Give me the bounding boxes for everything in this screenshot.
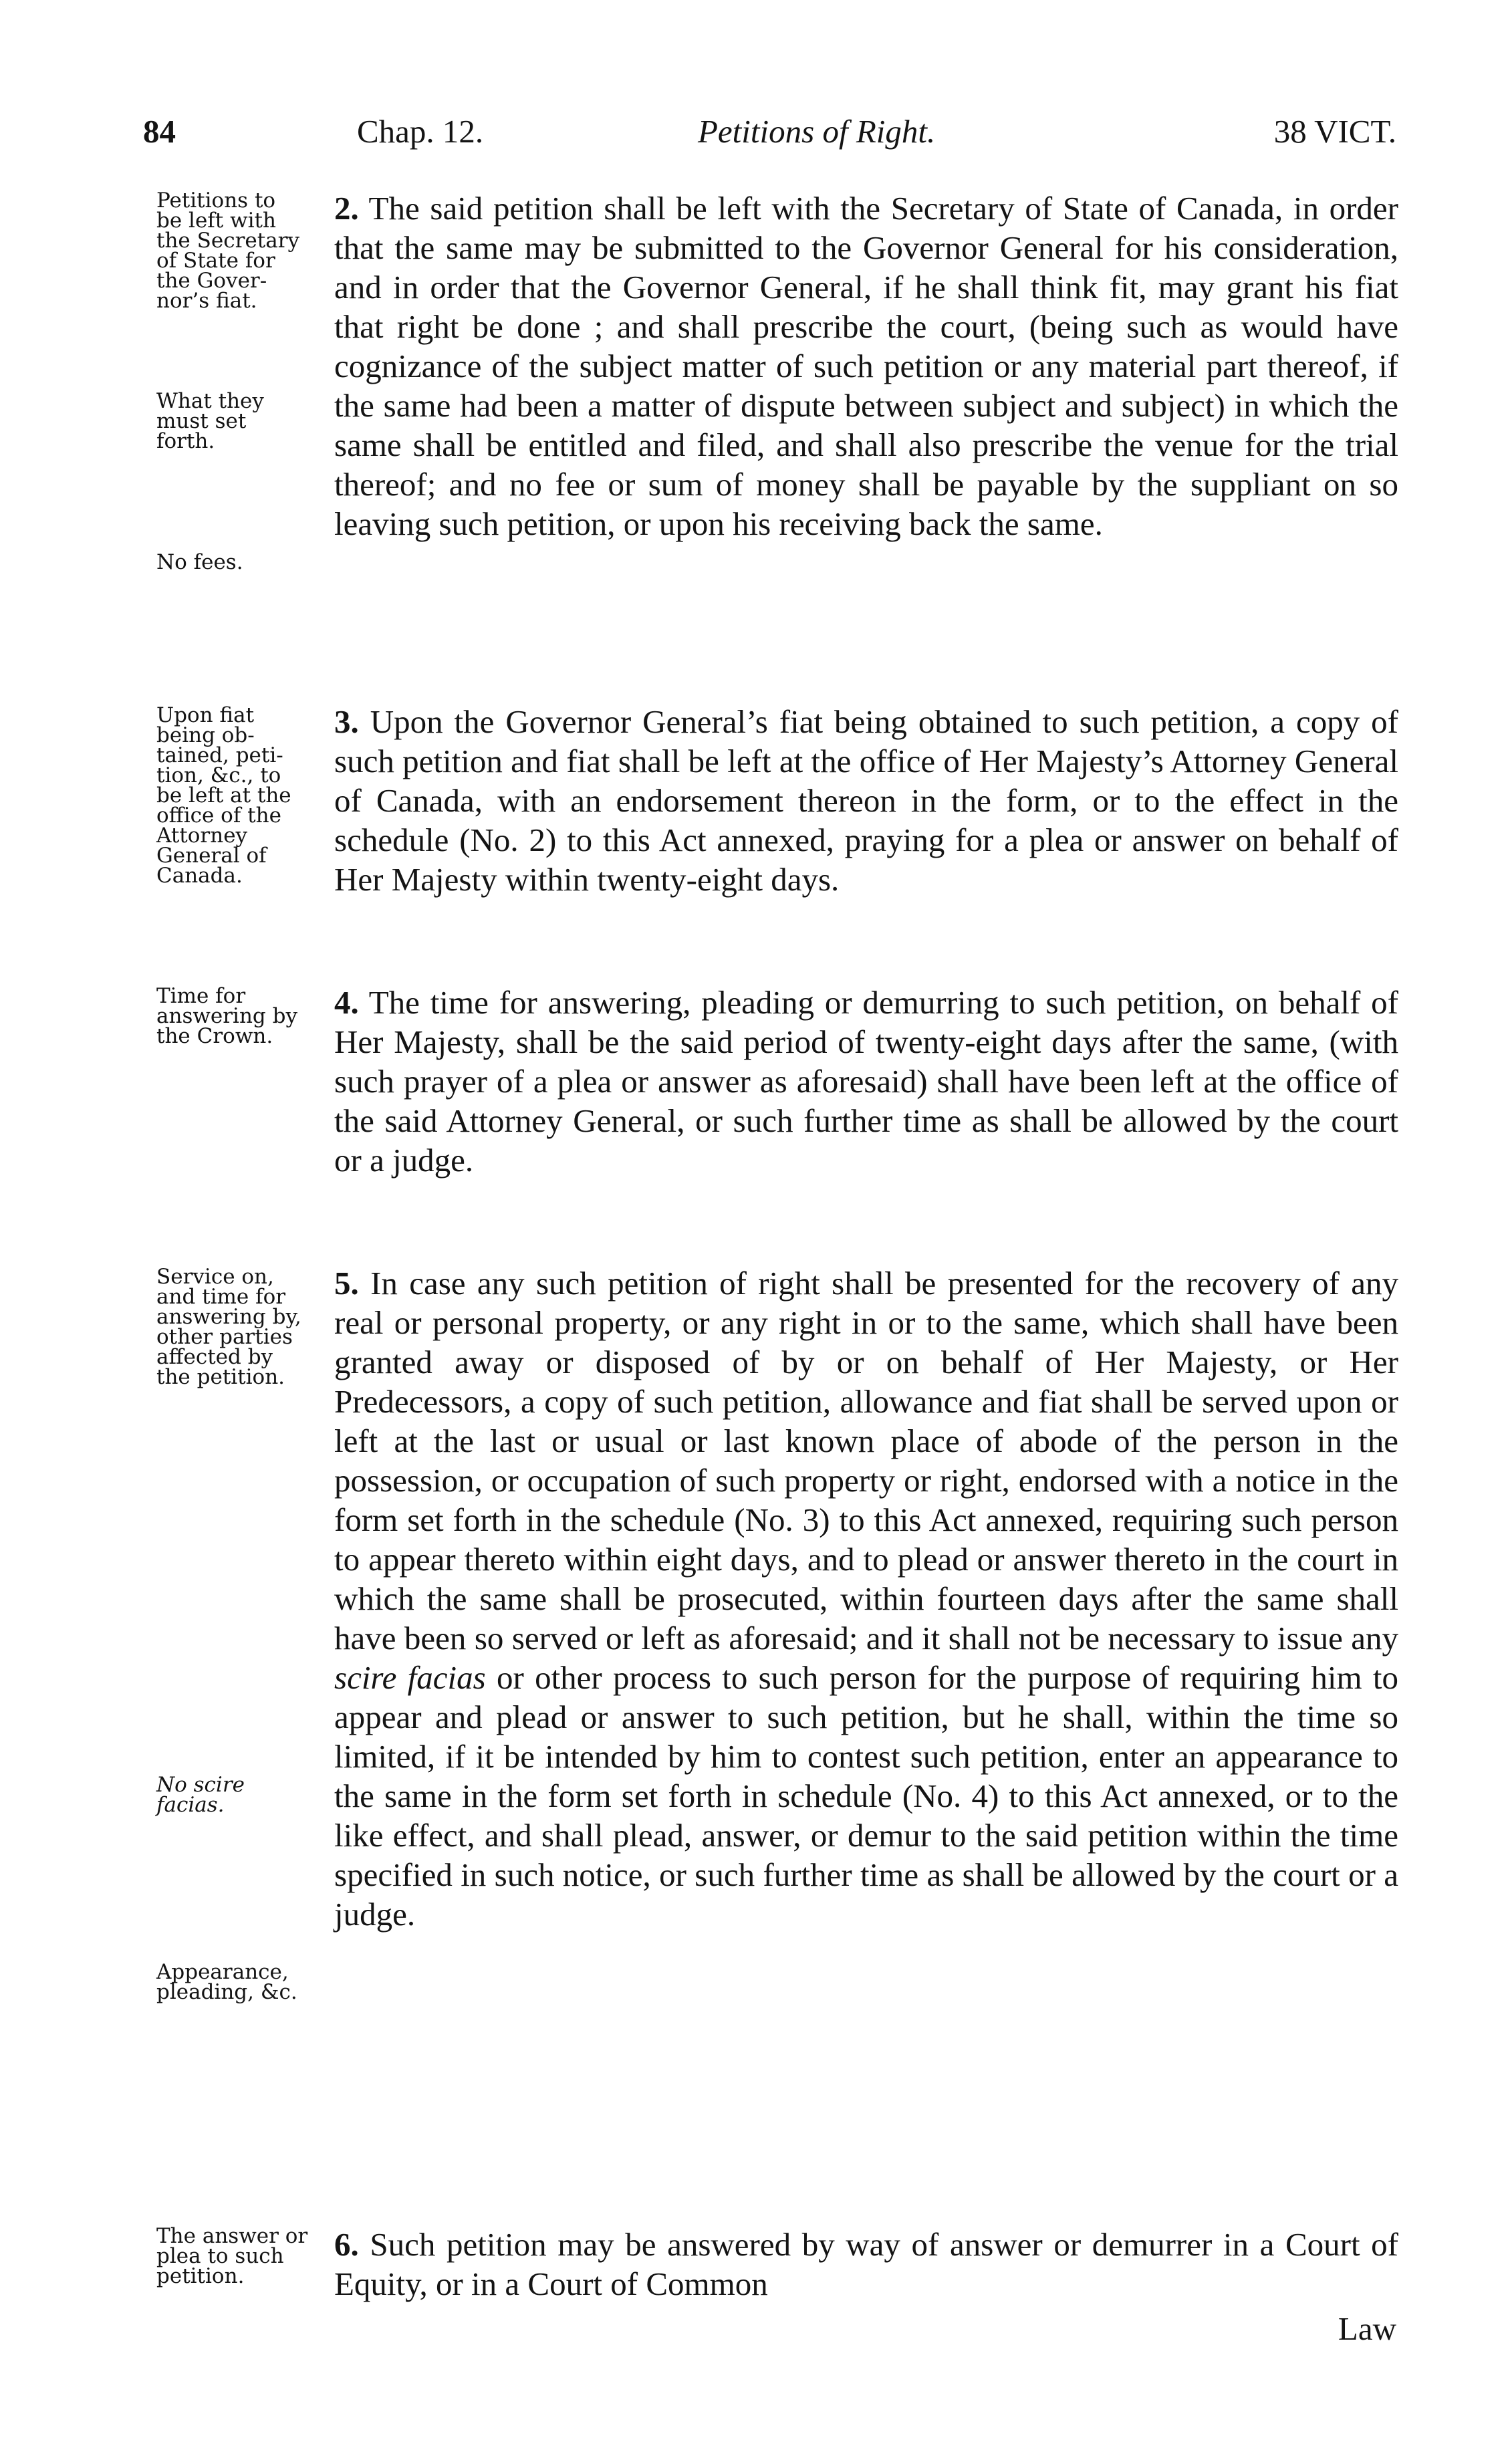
running-title: Petitions of Right.	[698, 113, 936, 150]
section-number: 2.	[334, 190, 359, 227]
margin-note-petitions-left: Petitions to be left with the Secretary of State for the Gover- nor’s fiat.	[156, 189, 300, 313]
running-header	[143, 112, 1396, 159]
section-number: 3.	[334, 703, 359, 740]
margin-note-no-scire-facias: No scire facias.	[156, 1773, 245, 1817]
section-text: The time for answering, pleading or demurring to such petition, on behalf of Her Majesty, shall be the said period of twenty-eight days after the same, (with such prayer of a plea or answer as aforesaid) shall have been left at the office of the said Attorney General, or such further time as shall be allowed by the court or a judge.	[334, 984, 1398, 1179]
section-6	[334, 2225, 1398, 2304]
section-3	[334, 702, 1398, 899]
section-5	[334, 1263, 1398, 1934]
margin-note-appearance: Appearance, pleading, &c.	[156, 1960, 297, 2004]
section-text: The said petition shall be left with the Secretary of State of Canada, in order that the same may be submitted to the Governor General for his consideration, and in order that the Governor General, if he shall think fit, may grant his fiat that right be done ; and shall prescribe the court, (being such as would have cognizance of the subject matter of such petition or any material part thereof, if the same had been a matter of dispute between subject and subject) in which the same shall be entitled and filed, and shall also prescribe the venue for the trial thereof; and no fee or sum of money shall be payable by the suppliant on so leaving such petition, or upon his receiving back the same.	[334, 190, 1398, 542]
section-text: In case any such petition of right shall be presented for the recovery of any real or personal property, or any right in or to the same, which shall have been granted away or disposed of by or on behalf of Her Majesty, or Her Predecessors, a copy of such petition, allowance and fiat shall be served upon or left at the last or usual or last known place of abode of the person in the possession, or occupation of such property or right, endorsed with a notice in the form set forth in the schedule (No. 3) to this Act annexed, requiring such person to appear thereto within eight days, and to plead or answer thereto in the court in which the same shall be prosecuted, within fourteen days after the same shall have been so served or left as aforesaid; and it shall not be necessary to issue any	[334, 1265, 1398, 1656]
section-text-italic: scire facias	[334, 1659, 486, 1696]
margin-note-time-for-answering: Time for answering by the Crown.	[156, 984, 297, 1048]
catchword: Law	[1338, 2310, 1396, 2347]
section-number: 5.	[334, 1265, 359, 1302]
margin-note-service-on: Service on, and time for answering by, other parties affected by the petition.	[156, 1265, 301, 1389]
regnal-year: 38 VICT.	[1273, 113, 1396, 150]
section-text: Upon the Governor General’s fiat being obtained to such petition, a copy of such petition and fiat shall be left at the office of Her Majesty’s Attorney General of Canada, with an endorsement thereon in the form, or to the effect in the schedule (No. 2) to this Act annexed, praying for a plea or answer on behalf of Her Majesty within twenty-eight days.	[334, 703, 1398, 898]
section-number: 4.	[334, 984, 359, 1021]
margin-note-no-fees: No fees.	[156, 550, 243, 574]
section-text: Such petition may be answered by way of answer or demurrer in a Court of Equity, or in a Court of Common	[334, 2226, 1398, 2302]
margin-note-what-set-forth: What they must set forth.	[156, 389, 264, 453]
page-number: 84	[143, 113, 176, 150]
section-4	[334, 983, 1398, 1180]
margin-note-upon-fiat: Upon fiat being ob- tained, peti- tion, &c., to be left at the office of the Attorney General of Canada.	[156, 703, 291, 888]
margin-note-answer-or-plea: The answer or plea to such petition.	[156, 2224, 308, 2288]
section-text: or other process to such person for the purpose of requiring him to appear and plead or answer to such petition, but he shall, within the time so limited, if it be intended by him to contest such petition, enter an appearance to the same in the form set forth in schedule (No. 4) to this Act annexed, or to the like effect, and shall plead, answer, or demur to the said petition within the time specified in such notice, or such further time as shall be allowed by the court or a judge.	[334, 1659, 1398, 1933]
chapter-label: Chap. 12.	[357, 113, 484, 150]
section-number: 6.	[334, 2226, 359, 2263]
section-2	[334, 189, 1398, 543]
